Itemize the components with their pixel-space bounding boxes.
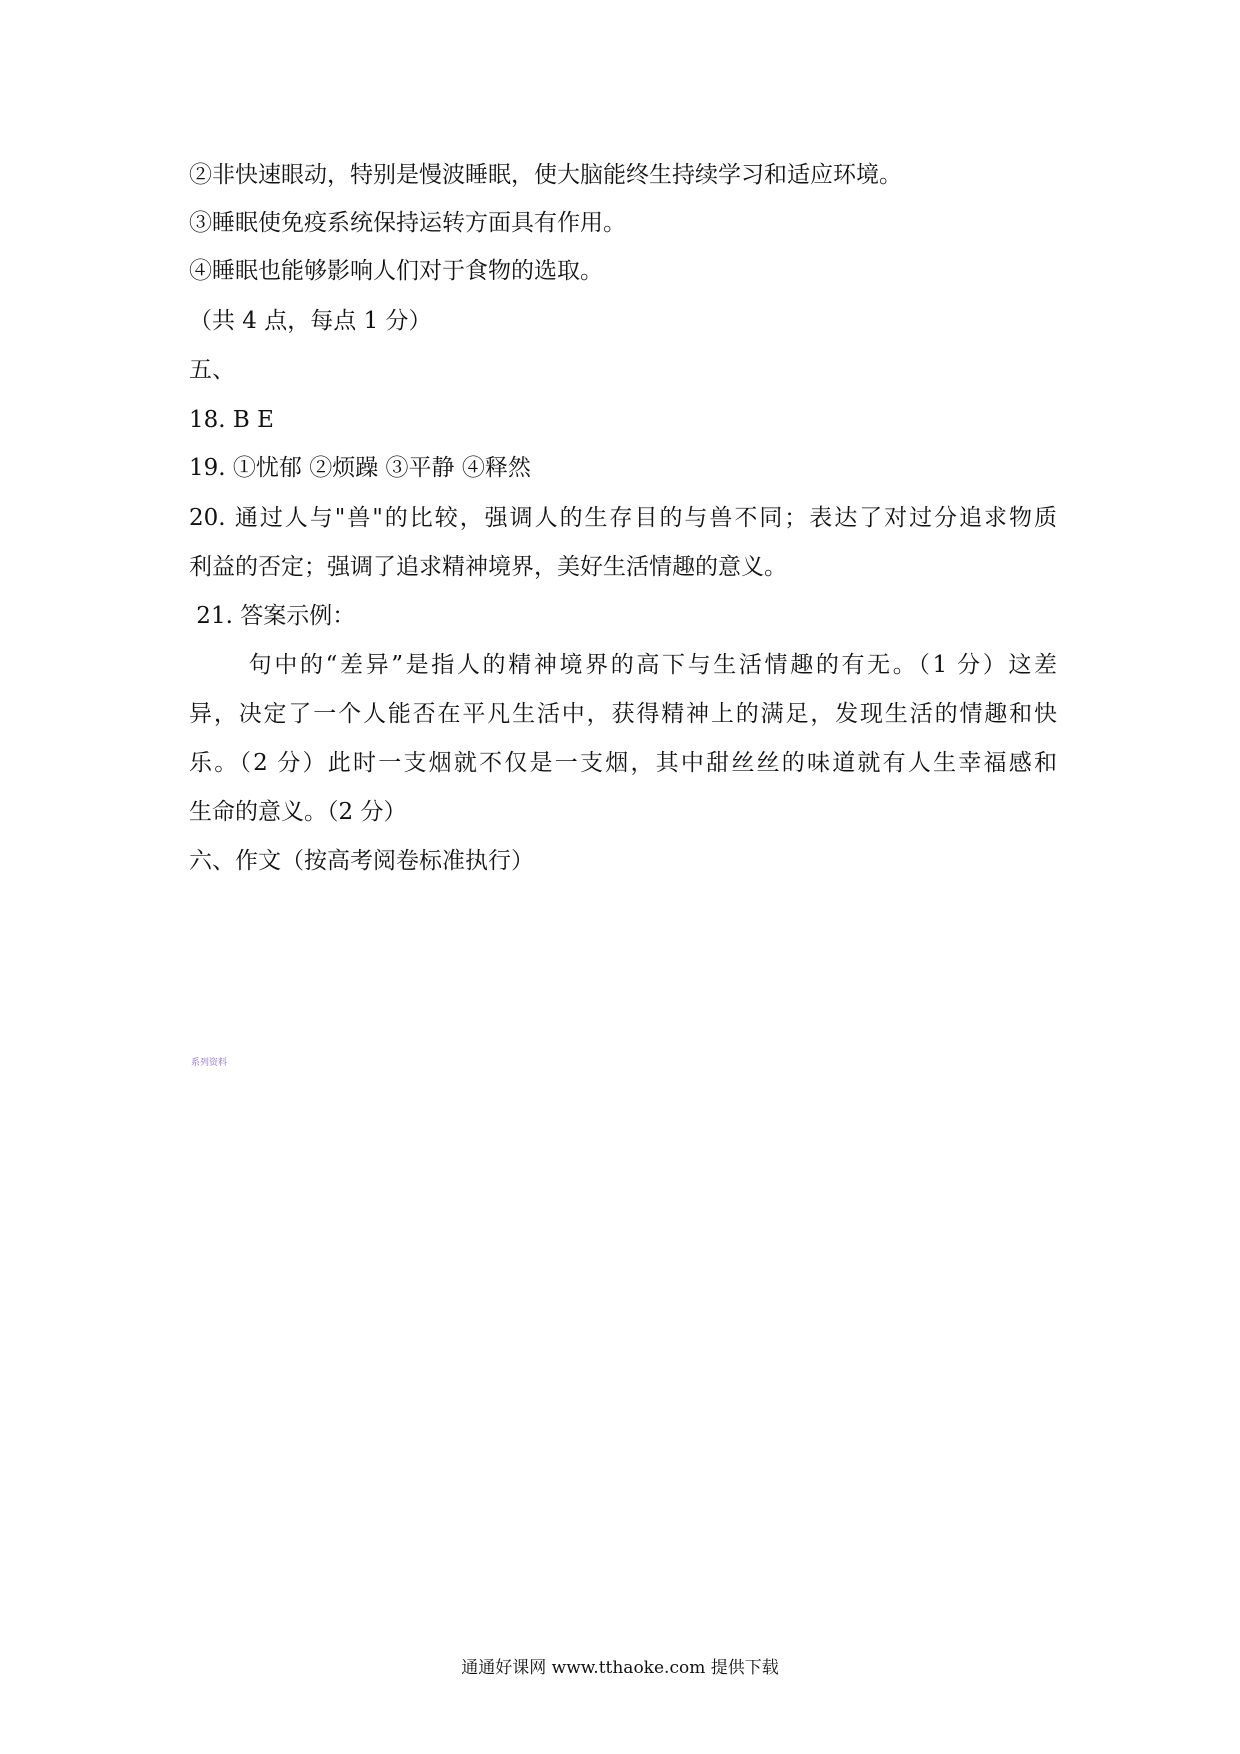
answer-line-3: ④睡眠也能够影响人们对于食物的选取。 — [189, 258, 603, 284]
question-21-answer-line-1: 句中的“差异”是指人的精神境界的高下与生活情趣的有无。（1 分）这差 — [189, 652, 1057, 678]
question-20-answer-line-2: 利益的否定；强调了追求精神境界，美好生活情趣的意义。 — [189, 554, 787, 580]
question-19-answer: 19. ①忧郁 ②烦躁 ③平静 ④释然 — [189, 455, 531, 481]
question-21-heading: 21. 答案示例： — [189, 603, 356, 629]
answer-line-2: ③睡眠使免疫系统保持运转方面具有作用。 — [189, 210, 626, 236]
question-21-answer-line-3: 乐。（2 分）此时一支烟就不仅是一支烟，其中甜丝丝的味道就有人生幸福感和 — [189, 750, 1057, 776]
question-21-answer-line-2: 异，决定了一个人能否在平凡生活中，获得精神上的满足，发现生活的情趣和快 — [189, 701, 1057, 727]
question-20-answer-line-1: 20. 通过人与"兽"的比较，强调人的生存目的与兽不同；表达了对过分追求物质 — [189, 505, 1057, 531]
question-18-answer: 18. B E — [189, 407, 274, 433]
answer-line-1: ②非快速眼动，特别是慢波睡眠，使大脑能终生持续学习和适应环境。 — [189, 162, 902, 188]
question-21-answer-line-4: 生命的意义。（2 分） — [189, 799, 407, 825]
page-footer: 通通好课网 www.tthaoke.com 提供下载 — [461, 1658, 779, 1678]
section-six-heading: 六、作文（按高考阅卷标准执行） — [189, 848, 534, 874]
score-note: （共 4 点，每点 1 分） — [189, 308, 432, 334]
section-five-heading: 五、 — [189, 357, 235, 383]
watermark-text: 系列资料 — [191, 1058, 228, 1068]
